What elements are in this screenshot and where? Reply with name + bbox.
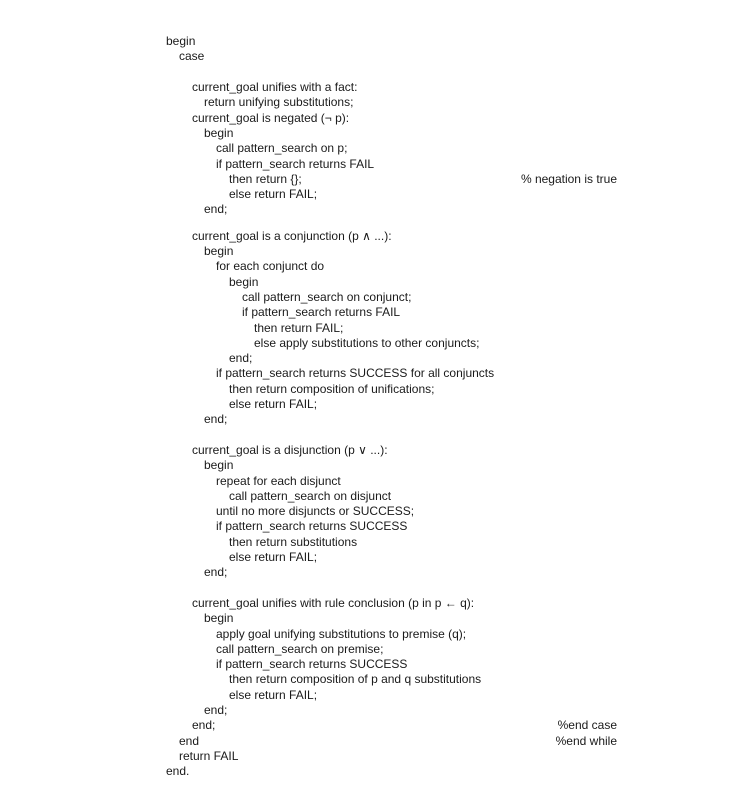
code-line: begin [204, 611, 234, 625]
code-line: begin [204, 244, 234, 258]
code-line: current_goal unifies with a fact: [192, 80, 358, 94]
code-line: else return FAIL; [229, 550, 318, 564]
code-line: then return substitutions [229, 535, 358, 549]
code-line: call pattern_search on premise; [216, 642, 384, 656]
code-line: current_goal is negated (¬ p): [192, 111, 350, 125]
code-line: end; [229, 351, 253, 365]
code-line: if pattern_search returns SUCCESS [216, 519, 408, 533]
code-line: apply goal unifying substitutions to premise (q); [216, 627, 467, 641]
code-line: call pattern_search on disjunct [229, 489, 392, 503]
code-line: if pattern_search returns FAIL [216, 157, 375, 171]
code-line: if pattern_search returns FAIL [242, 305, 401, 319]
code-line: end; [204, 202, 228, 216]
code-line: begin [166, 34, 196, 48]
code-line: return FAIL [179, 749, 239, 763]
code-line: then return composition of unifications; [229, 382, 435, 396]
code-line: end; [204, 703, 228, 717]
code-line: end; [204, 565, 228, 579]
code-line: end; [192, 718, 216, 732]
code-line: if pattern_search returns SUCCESS for all conjuncts [216, 366, 495, 380]
code-comment: %end while [555, 734, 617, 748]
code-line: else return FAIL; [229, 397, 318, 411]
code-line: current_goal is a conjunction (p ∧ ...): [192, 229, 392, 243]
code-line: call pattern_search on p; [216, 141, 348, 155]
code-line: for each conjunct do [216, 259, 325, 273]
code-line: then return {}; [229, 172, 302, 186]
code-line: current_goal unifies with rule conclusion (p in p ← q): [192, 596, 475, 610]
code-line: if pattern_search returns SUCCESS [216, 657, 408, 671]
code-line: end [179, 734, 200, 748]
code-line: begin [229, 275, 259, 289]
code-line: end; [204, 412, 228, 426]
code-line: case [179, 49, 205, 63]
code-comment: %end case [557, 718, 617, 732]
code-line: else apply substitutions to other conjuncts; [254, 336, 480, 350]
code-line: current_goal is a disjunction (p ∨ ...): [192, 443, 388, 457]
code-line: until no more disjuncts or SUCCESS; [216, 504, 415, 518]
code-line: return unifying substitutions; [204, 95, 354, 109]
code-line: repeat for each disjunct [216, 474, 341, 488]
code-line: begin [204, 126, 234, 140]
code-line: else return FAIL; [229, 187, 318, 201]
code-line: then return composition of p and q substitutions [229, 672, 482, 686]
code-line: end. [166, 764, 190, 778]
code-line: begin [204, 458, 234, 472]
code-comment: % negation is true [520, 172, 617, 186]
code-line: call pattern_search on conjunct; [242, 290, 412, 304]
code-line: then return FAIL; [254, 321, 344, 335]
code-line: else return FAIL; [229, 688, 318, 702]
